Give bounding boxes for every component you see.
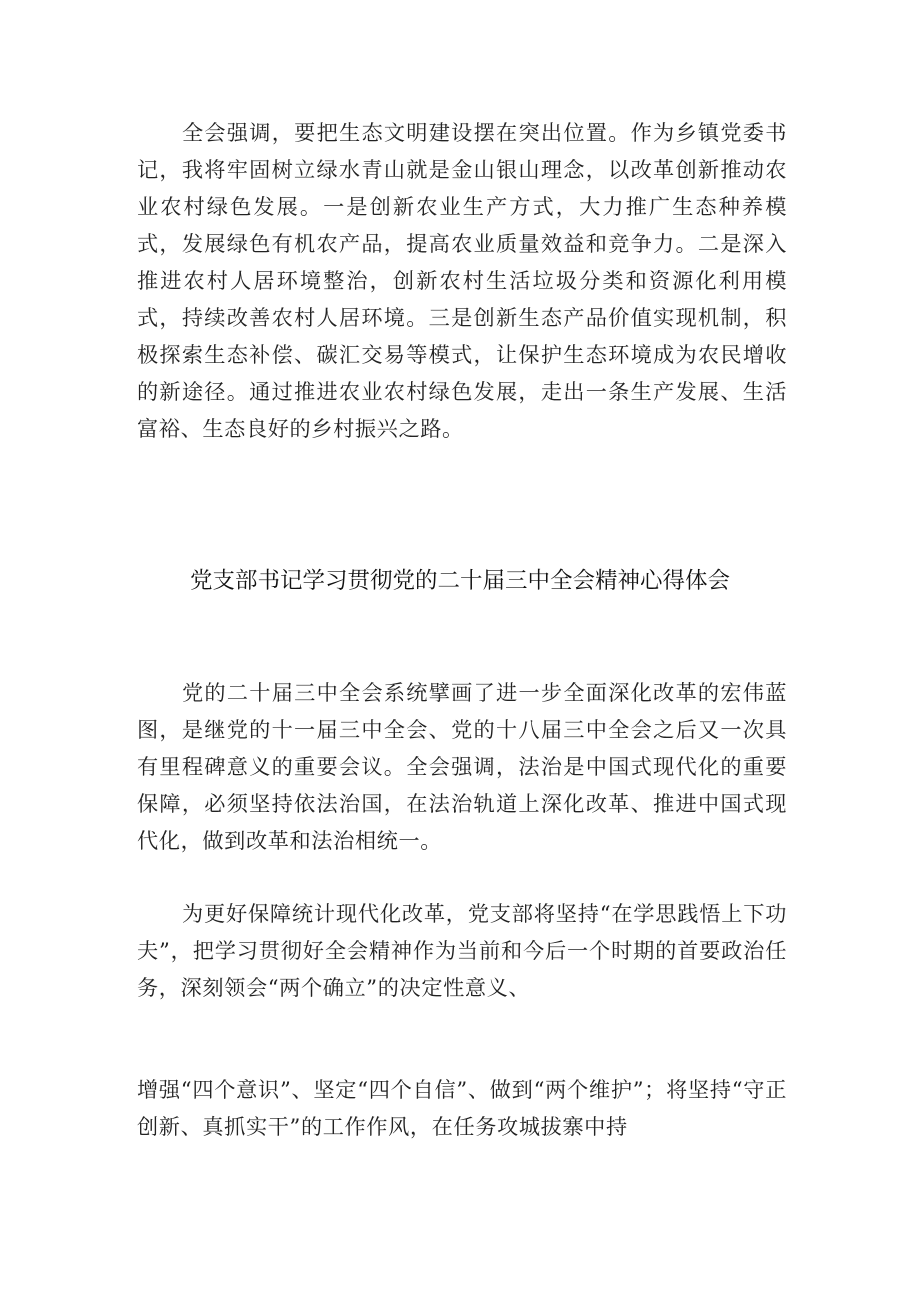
paragraph-ecology: 全会强调，要把生态文明建设摆在突出位置。作为乡镇党委书记，我将牢固树立绿水青山就是金山银山理念，以改革创新推动农业农村绿色发展。一是创新农业生产方式，大力推广生态种养模式，发展绿色有机农产品，提高农业质量效益和竞争力。二是深入推进农村人居环境整治，创新农村生活垃圾分类和资源化利用模式，持续改善农村人居环境。三是创新生态产品价值实现机制，积极探索生态补偿、碳汇交易等模式，让保护生态环境成为农民增收的新途径。通过推进农业农村绿色发展，走出一条生产发展、生活富裕、生态良好的乡村振兴之路。 (137, 120, 787, 441)
paragraph-continuation: 增强“四个意识”、坚定“四个自信”、做到“两个维护”；将坚持“守正创新、真抓实干”的工作作风，在任务攻城拔寨中持 (137, 1077, 787, 1139)
paragraph-plenum-overview: 党的二十届三中全会系统擘画了进一步全面深化改革的宏伟蓝图，是继党的十一届三中全会、党的十八届三中全会之后又一次具有里程碑意义的重要会议。全会强调，法治是中国式现代化的重要保障，必须坚持依法治国，在法治轨道上深化改革、推进中国式现代化，做到改革和法治相统一。 (137, 680, 787, 853)
paragraph-party-branch-commitment: 为更好保障统计现代化改革，党支部将坚持“在学思践悟上下功夫”，把学习贯彻好全会精神作为当前和今后一个时期的首要政治任务，深刻领会“两个确立”的决定性意义、 (137, 901, 787, 1000)
section-title: 党支部书记学习贯彻党的二十届三中全会精神心得体会 (189, 568, 730, 594)
